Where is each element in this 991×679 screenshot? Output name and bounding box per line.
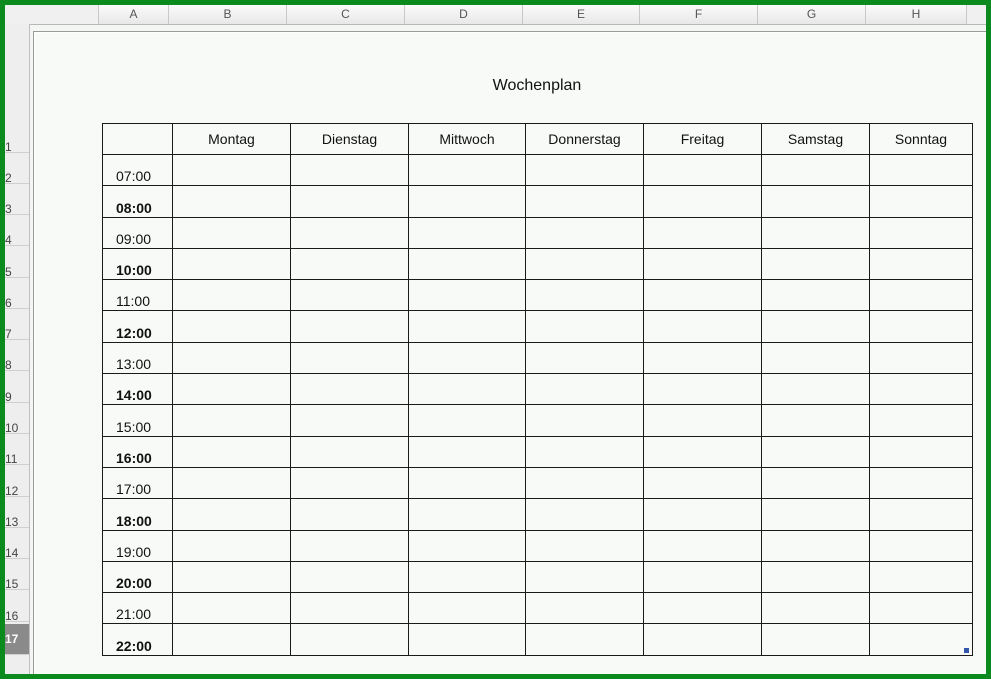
schedule-cell-dienstag[interactable] [291,342,409,373]
day-header-freitag[interactable]: Freitag [644,124,762,155]
schedule-cell-mittwoch[interactable] [409,186,526,217]
schedule-cell-dienstag[interactable] [291,155,409,186]
schedule-cell-montag[interactable] [173,561,291,592]
day-header-montag[interactable]: Montag [173,124,291,155]
schedule-cell-donnerstag[interactable] [526,499,644,530]
time-cell[interactable]: 11:00 [103,280,173,311]
column-header-c[interactable]: C [286,5,404,24]
schedule-cell-mittwoch[interactable] [409,155,526,186]
schedule-cell-samstag[interactable] [762,467,870,498]
row-header-13[interactable]: 13 [5,515,29,528]
schedule-cell-freitag[interactable] [644,624,762,655]
row-header-15[interactable]: 15 [5,577,29,590]
time-cell[interactable]: 08:00 [103,186,173,217]
table-row [103,311,973,342]
schedule-cell-donnerstag[interactable] [526,217,644,248]
schedule-cell-sonntag[interactable] [870,593,973,624]
schedule-cell-donnerstag[interactable] [526,405,644,436]
schedule-cell-mittwoch[interactable] [409,499,526,530]
schedule-cell-sonntag[interactable] [870,499,973,530]
schedule-cell-montag[interactable] [173,436,291,467]
schedule-cell-samstag[interactable] [762,530,870,561]
corner-cell[interactable] [103,124,173,155]
table-row [103,530,973,561]
schedule-cell-samstag[interactable] [762,593,870,624]
schedule-cell-montag[interactable] [173,217,291,248]
schedule-cell-montag[interactable] [173,624,291,655]
column-header-f[interactable]: F [639,5,757,24]
day-header-dienstag[interactable]: Dienstag [291,124,409,155]
schedule-cell-mittwoch[interactable] [409,342,526,373]
row-header-14[interactable]: 14 [5,546,29,559]
weekly-plan-table [102,123,973,656]
time-cell[interactable]: 18:00 [103,499,173,530]
table-row [103,342,973,373]
schedule-cell-donnerstag[interactable] [526,436,644,467]
schedule-cell-montag[interactable] [173,405,291,436]
row-header-10[interactable]: 10 [5,421,29,434]
schedule-cell-donnerstag[interactable] [526,593,644,624]
schedule-cell-mittwoch[interactable] [409,561,526,592]
time-cell[interactable]: 14:00 [103,374,173,405]
schedule-cell-freitag[interactable] [644,280,762,311]
schedule-cell-dienstag[interactable] [291,561,409,592]
schedule-cell-freitag[interactable] [644,405,762,436]
column-header-h[interactable]: H [865,5,967,24]
schedule-cell-donnerstag[interactable] [526,530,644,561]
schedule-cell-samstag[interactable] [762,405,870,436]
row-header-8[interactable]: 8 [5,358,29,371]
schedule-cell-dienstag[interactable] [291,499,409,530]
day-header-mittwoch[interactable]: Mittwoch [409,124,526,155]
schedule-cell-mittwoch[interactable] [409,467,526,498]
schedule-cell-mittwoch[interactable] [409,311,526,342]
row-header-4[interactable]: 4 [5,233,29,246]
schedule-cell-samstag[interactable] [762,217,870,248]
day-header-sonntag[interactable]: Sonntag [870,124,973,155]
row-header-1[interactable]: 1 [5,140,29,153]
time-cell[interactable]: 13:00 [103,342,173,373]
schedule-cell-dienstag[interactable] [291,405,409,436]
schedule-cell-dienstag[interactable] [291,248,409,279]
schedule-cell-sonntag[interactable] [870,217,973,248]
row-header-5[interactable]: 5 [5,265,29,278]
schedule-cell-dienstag[interactable] [291,311,409,342]
schedule-cell-freitag[interactable] [644,593,762,624]
spreadsheet-window [5,5,986,674]
column-header-b[interactable]: B [168,5,286,24]
schedule-cell-sonntag[interactable] [870,280,973,311]
schedule-cell-donnerstag[interactable] [526,467,644,498]
schedule-cell-freitag[interactable] [644,342,762,373]
column-header-bar [5,5,986,25]
table-row [103,561,973,592]
schedule-cell-samstag[interactable] [762,155,870,186]
table-row [103,624,973,655]
schedule-cell-montag[interactable] [173,311,291,342]
row-header-9[interactable]: 9 [5,390,29,403]
schedule-cell-mittwoch[interactable] [409,436,526,467]
time-cell[interactable]: 20:00 [103,561,173,592]
schedule-cell-dienstag[interactable] [291,374,409,405]
time-cell[interactable]: 09:00 [103,217,173,248]
schedule-cell-sonntag[interactable] [870,405,973,436]
row-header-6[interactable]: 6 [5,296,29,309]
row-header-3[interactable]: 3 [5,202,29,215]
schedule-cell-mittwoch[interactable] [409,624,526,655]
time-cell[interactable]: 12:00 [103,311,173,342]
schedule-cell-montag[interactable] [173,186,291,217]
page-title: Wochenplan [492,77,582,94]
schedule-cell-samstag[interactable] [762,311,870,342]
schedule-cell-sonntag[interactable] [870,561,973,592]
time-cell[interactable]: 17:00 [103,467,173,498]
table-row [103,405,973,436]
schedule-cell-samstag[interactable] [762,342,870,373]
table-row [103,374,973,405]
schedule-cell-sonntag[interactable] [870,342,973,373]
row-header-12[interactable]: 12 [5,484,29,497]
table-row [103,217,973,248]
schedule-cell-montag[interactable] [173,374,291,405]
schedule-cell-dienstag[interactable] [291,217,409,248]
schedule-cell-dienstag[interactable] [291,530,409,561]
schedule-cell-sonntag[interactable] [870,311,973,342]
schedule-cell-freitag[interactable] [644,467,762,498]
schedule-cell-mittwoch[interactable] [409,530,526,561]
table-row [103,155,973,186]
schedule-cell-dienstag[interactable] [291,436,409,467]
schedule-cell-mittwoch[interactable] [409,593,526,624]
table-row [103,436,973,467]
schedule-cell-samstag[interactable] [762,499,870,530]
time-cell[interactable]: 07:00 [103,155,173,186]
schedule-cell-freitag[interactable] [644,311,762,342]
schedule-cell-montag[interactable] [173,499,291,530]
column-header-a[interactable]: A [98,5,168,24]
time-cell[interactable]: 21:00 [103,593,173,624]
schedule-cell-samstag[interactable] [762,280,870,311]
table-row [103,248,973,279]
schedule-cell-freitag[interactable] [644,248,762,279]
schedule-cell-freitag[interactable] [644,499,762,530]
schedule-cell-freitag[interactable] [644,217,762,248]
schedule-cell-mittwoch[interactable] [409,217,526,248]
column-header-d[interactable]: D [404,5,522,24]
row-header-17[interactable]: 17 [5,624,29,655]
column-header-g[interactable]: G [757,5,865,24]
time-cell[interactable]: 15:00 [103,405,173,436]
schedule-cell-sonntag[interactable] [870,155,973,186]
row-header-bar [5,24,30,674]
schedule-cell-freitag[interactable] [644,155,762,186]
schedule-cell-donnerstag[interactable] [526,624,644,655]
table-row [103,280,973,311]
schedule-cell-sonntag[interactable] [870,624,973,655]
schedule-cell-montag[interactable] [173,248,291,279]
schedule-cell-montag[interactable] [173,467,291,498]
time-cell[interactable]: 19:00 [103,530,173,561]
table-row [103,467,973,498]
schedule-cell-donnerstag[interactable] [526,155,644,186]
schedule-cell-freitag[interactable] [644,374,762,405]
schedule-cell-dienstag[interactable] [291,624,409,655]
schedule-cell-samstag[interactable] [762,248,870,279]
schedule-cell-samstag[interactable] [762,624,870,655]
schedule-cell-dienstag[interactable] [291,467,409,498]
row-header-16[interactable]: 16 [5,609,29,622]
row-header-7[interactable]: 7 [5,327,29,340]
day-header-donnerstag[interactable]: Donnerstag [526,124,644,155]
schedule-cell-sonntag[interactable] [870,248,973,279]
table-row [103,186,973,217]
schedule-cell-donnerstag[interactable] [526,186,644,217]
schedule-cell-sonntag[interactable] [870,530,973,561]
schedule-cell-samstag[interactable] [762,186,870,217]
schedule-cell-mittwoch[interactable] [409,248,526,279]
schedule-cell-freitag[interactable] [644,436,762,467]
schedule-cell-mittwoch[interactable] [409,374,526,405]
schedule-cell-donnerstag[interactable] [526,561,644,592]
schedule-cell-dienstag[interactable] [291,593,409,624]
schedule-cell-mittwoch[interactable] [409,280,526,311]
schedule-cell-sonntag[interactable] [870,467,973,498]
schedule-cell-donnerstag[interactable] [526,248,644,279]
time-cell[interactable]: 22:00 [103,624,173,655]
schedule-cell-montag[interactable] [173,530,291,561]
table-row [103,499,973,530]
schedule-cell-donnerstag[interactable] [526,311,644,342]
schedule-cell-donnerstag[interactable] [526,280,644,311]
schedule-cell-montag[interactable] [173,593,291,624]
schedule-cell-montag[interactable] [173,155,291,186]
schedule-cell-samstag[interactable] [762,436,870,467]
schedule-cell-montag[interactable] [173,342,291,373]
schedule-cell-dienstag[interactable] [291,186,409,217]
row-header-2[interactable]: 2 [5,171,29,184]
schedule-cell-samstag[interactable] [762,374,870,405]
row-header-11[interactable]: 11 [5,452,29,465]
schedule-cell-freitag[interactable] [644,186,762,217]
schedule-cell-freitag[interactable] [644,530,762,561]
table-row [103,593,973,624]
schedule-cell-donnerstag[interactable] [526,374,644,405]
header-row [103,124,973,155]
schedule-cell-sonntag[interactable] [870,186,973,217]
schedule-cell-sonntag[interactable] [870,436,973,467]
day-header-samstag[interactable]: Samstag [762,124,870,155]
schedule-cell-mittwoch[interactable] [409,405,526,436]
resize-handle[interactable] [964,648,969,653]
schedule-cell-donnerstag[interactable] [526,342,644,373]
time-cell[interactable]: 10:00 [103,248,173,279]
schedule-cell-dienstag[interactable] [291,280,409,311]
schedule-cell-freitag[interactable] [644,561,762,592]
schedule-cell-samstag[interactable] [762,561,870,592]
time-cell[interactable]: 16:00 [103,436,173,467]
schedule-cell-montag[interactable] [173,280,291,311]
column-header-e[interactable]: E [522,5,639,24]
schedule-cell-sonntag[interactable] [870,374,973,405]
